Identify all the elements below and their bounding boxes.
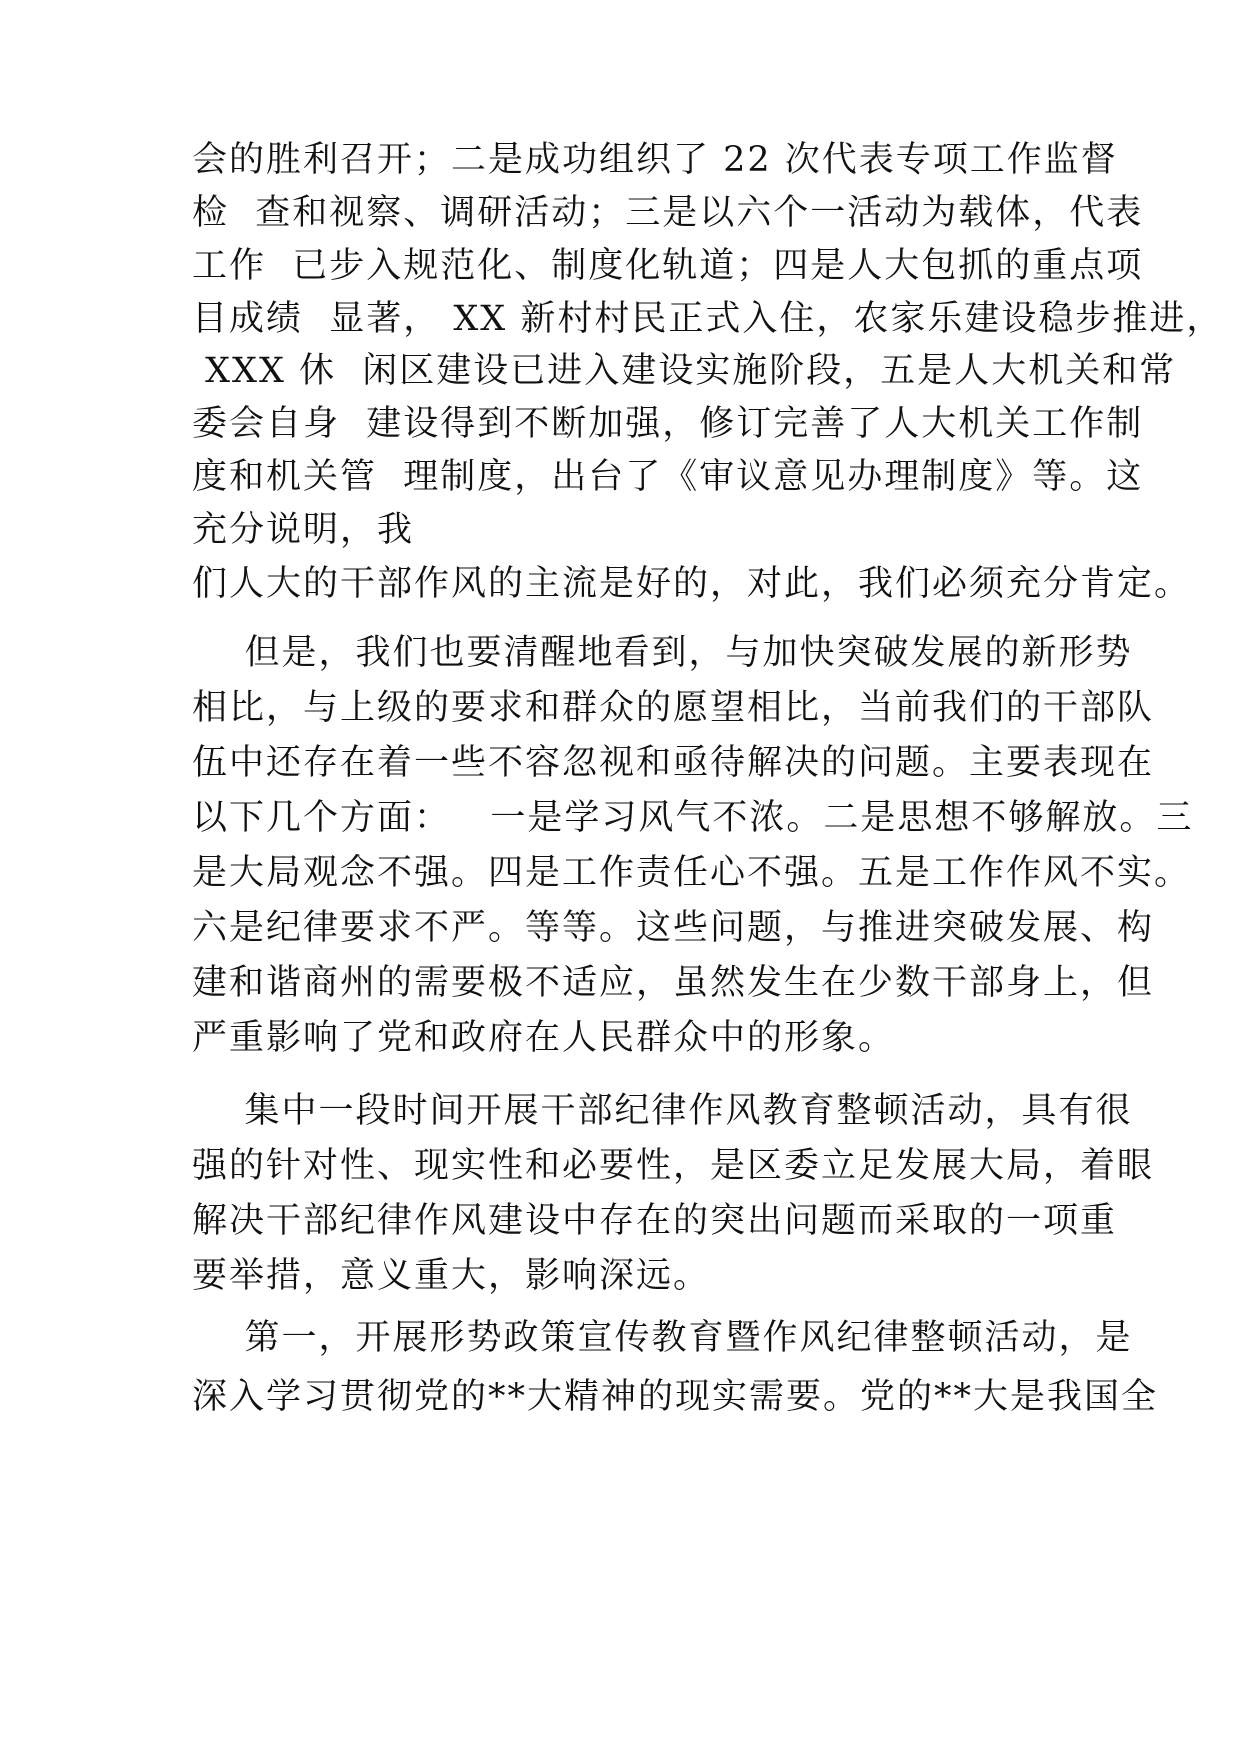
text-line: 委会自身 建设得到不断加强，修订完善了人大机关工作制 [192, 404, 1144, 444]
text-line: 会的胜利召开；二是成功组织了 22 次代表专项工作监督 [192, 140, 1118, 180]
text-line: 伍中还存在着一些不容忽视和亟待解决的问题。主要表现在 [192, 743, 1155, 783]
text-line: 工作 已步入规范化、制度化轨道；四是人大包抓的重点项 [192, 246, 1144, 286]
text-line: 解决干部纪律作风建设中存在的突出问题而采取的一项重 [192, 1201, 1118, 1241]
text-line: 度和机关管 理制度，出台了《审议意见办理制度》等。这 [192, 457, 1144, 497]
text-line: 深入学习贯彻党的**大精神的现实需要。党的**大是我国全 [192, 1377, 1159, 1417]
text-line: 是大局观念不强。四是工作责任心不强。五是工作作风不实。 [192, 853, 1192, 893]
text-line: 建和谐商州的需要极不适应，虽然发生在少数干部身上，但 [192, 963, 1155, 1003]
text-line: XXX 休 闲区建设已进入建设实施阶段，五是人大机关和常 [192, 351, 1177, 391]
text-line: 相比，与上级的要求和群众的愿望相比，当前我们的干部队 [192, 688, 1155, 728]
text-line: 目成绩 显著， XX 新村村民正式入住，农家乐建设稳步推进， [192, 299, 1224, 339]
text-line: 但是，我们也要清醒地看到，与加快突破发展的新形势 [192, 633, 1133, 673]
text-line: 检 查和视察、调研活动；三是以六个一活动为载体，代表 [192, 193, 1144, 233]
text-line: 以下几个方面： 一是学习风气不浓。二是思想不够解放。三 [192, 798, 1194, 838]
text-line: 充分说明，我 [192, 510, 415, 550]
text-line: 严重影响了党和政府在人民群众中的形象。 [192, 1018, 896, 1058]
text-line: 要举措，意义重大，影响深远。 [192, 1256, 711, 1296]
text-line: 集中一段时间开展干部纪律作风教育整顿活动，具有很 [192, 1091, 1133, 1131]
text-line: 们人大的干部作风的主流是好的，对此，我们必须充分肯定。 [192, 564, 1192, 604]
text-line: 第一，开展形势政策宣传教育暨作风纪律整顿活动，是 [192, 1318, 1133, 1358]
text-line: 六是纪律要求不严。等等。这些问题，与推进突破发展、构 [192, 908, 1155, 948]
text-line: 强的针对性、现实性和必要性，是区委立足发展大局，着眼 [192, 1146, 1155, 1186]
